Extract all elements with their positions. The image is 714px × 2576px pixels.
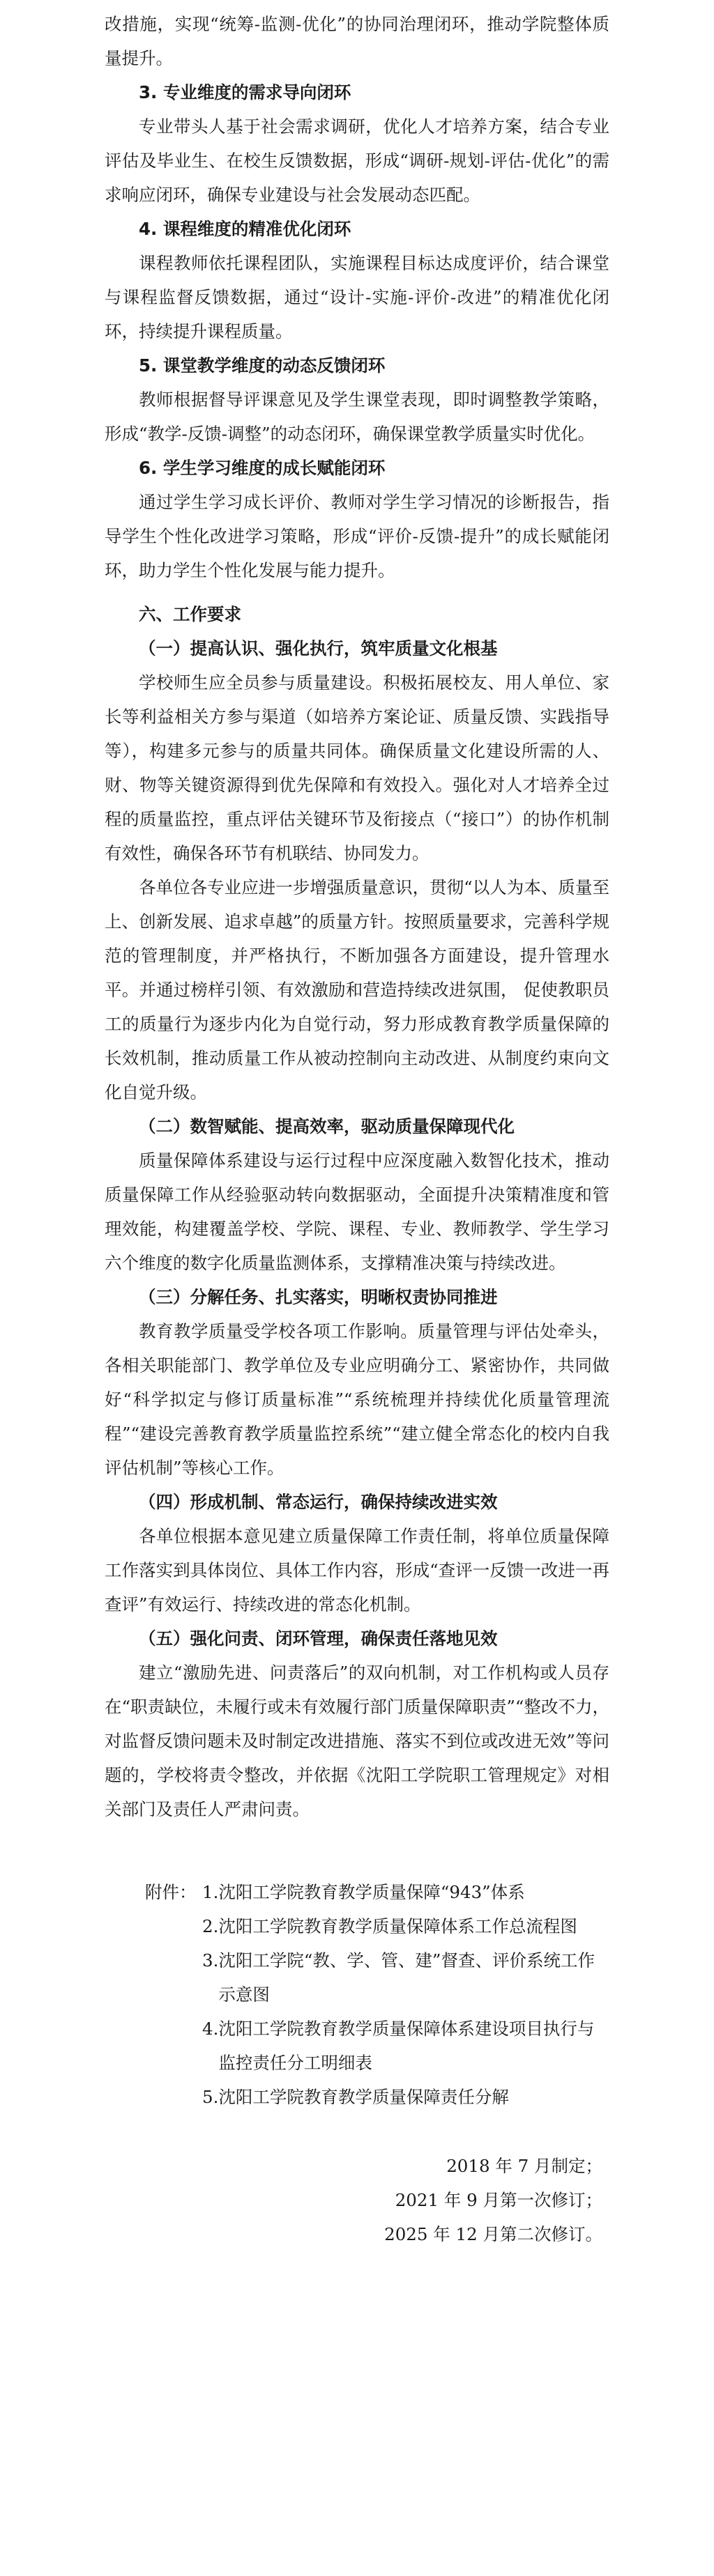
attachment-number: 5. <box>202 2087 219 2107</box>
loop-heading: 3. 专业维度的需求导向闭环 <box>139 82 351 102</box>
requirement-heading: （三）分解任务、扎实落实，明晰权责协同推进 <box>139 1287 498 1307</box>
attachments-list <box>202 1875 609 2114</box>
revision-date: 2018 年 7 月制定； <box>446 2156 602 2176</box>
section-title: 六、工作要求 <box>139 604 241 624</box>
attachment-text: 沈阳工学院“教、学、管、建”督查、评价系统工作示意图 <box>218 1950 595 2005</box>
attachment-item <box>202 1943 609 2012</box>
attachment-item <box>202 2080 609 2114</box>
body-paragraph: 通过学生学习成长评价、教师对学生学习情况的诊断报告，指导学生个性化改进学习策略，形成“评价-反馈-提升”的成长赋能闭环，助力学生个性化发展与能力提升。 <box>105 492 609 580</box>
attachment-text: 沈阳工学院教育教学质量保障责任分解 <box>218 2087 509 2107</box>
body-paragraph: 专业带头人基于社会需求调研，优化人才培养方案，结合专业评估及毕业生、在校生反馈数据，形成“调研-规划-评估-优化”的需求响应闭环，确保专业建设与社会发展动态匹配。 <box>105 116 609 205</box>
spacer <box>105 1826 609 1875</box>
attachment-item <box>202 1875 609 1909</box>
body-paragraph: 学校师生应全员参与质量建设。积极拓展校友、用人单位、家长等利益相关方参与渠道（如培养方案论证、质量反馈、实践指导等），构建多元参与的质量共同体。确保质量文化建设所需的人、财、物等关键资源得到优先保障和有效投入。强化对人才培养全过程的质量监控，重点评估关键环节及衔接点（“接口”）的协作机制有效性，确保各环节有机联结、协同发力。 <box>105 672 609 863</box>
body-paragraph: 课程教师依托课程团队，实施课程目标达成度评价，结合课堂与课程监督反馈数据，通过“设计-实施-评价-改进”的精准优化闭环，持续提升课程质量。 <box>105 253 609 341</box>
loop-heading: 5. 课堂教学维度的动态反馈闭环 <box>139 355 386 376</box>
body-paragraph: 教师根据督导评课意见及学生课堂表现，即时调整教学策略，形成“教学-反馈-调整”的动态闭环，确保课堂教学质量实时优化。 <box>105 390 609 444</box>
attachment-number: 2. <box>202 1916 219 1936</box>
body-paragraph: 教育教学质量受学校各项工作影响。质量管理与评估处牵头，各相关职能部门、教学单位及专业应明确分工、紧密协作，共同做好“科学拟定与修订质量标准”“系统梳理并持续优化质量管理流程”“建设完善教育教学质量监控系统”“建立健全常态化的校内自我评估机制”等核心工作。 <box>105 1321 609 1478</box>
document-body <box>105 7 609 2251</box>
body-paragraph: 建立“激励先进、问责落后”的双向机制，对工作机构或人员存在“职责缺位，未履行或未有效履行部门质量保障职责”“整改不力，对监督反馈问题未及时制定改进措施、落实不到位或改进无效”等问题的，学校将责令整改，并依据《沈阳工学院职工管理规定》对相关部门及责任人严肃问责。 <box>105 1663 609 1819</box>
attachments-title: 附件： <box>145 1882 197 1902</box>
attachments-block <box>105 1875 609 2114</box>
attachment-text: 沈阳工学院教育教学质量保障体系建设项目执行与监控责任分工明细表 <box>218 2019 595 2073</box>
requirement-heading: （四）形成机制、常态运行，确保持续改进实效 <box>139 1492 498 1512</box>
revision-date: 2021 年 9 月第一次修订； <box>395 2190 602 2210</box>
attachment-number: 4. <box>202 2019 219 2039</box>
revision-date: 2025 年 12 月第二次修订。 <box>384 2224 602 2244</box>
loop-heading: 4. 课程维度的精准优化闭环 <box>139 219 351 239</box>
requirement-heading: （一）提高认识、强化执行，筑牢质量文化根基 <box>139 638 498 658</box>
body-paragraph: 各单位根据本意见建立质量保障工作责任制，将单位质量保障工作落实到具体岗位、具体工作内容，形成“查评一反馈一改进一再查评”有效运行、持续改进的常态化机制。 <box>105 1526 609 1614</box>
attachment-text: 沈阳工学院教育教学质量保障体系工作总流程图 <box>218 1916 577 1936</box>
body-paragraph: 各单位各专业应进一步增强质量意识，贯彻“以人为本、质量至上、创新发展、追求卓越”的质量方针。按照质量要求，完善科学规范的管理制度，并严格执行，不断加强各方面建设，提升管理水平。并通过榜样引领、有效激励和营造持续改进氛围， 促使教职员工的质量行为逐步内化为自觉行动，努力形成教育教学质量保障的长效机制，推动质量工作从被动控制向主动改进、从制度约束向文化自觉升级。 <box>105 877 609 1102</box>
attachment-number: 1. <box>202 1882 219 1902</box>
spacer <box>105 587 609 597</box>
requirement-heading: （二）数智赋能、提高效率，驱动质量保障现代化 <box>139 1116 515 1136</box>
attachment-text: 沈阳工学院教育教学质量保障“943”体系 <box>218 1882 525 1902</box>
attachment-number: 3. <box>202 1950 219 1970</box>
loop-heading: 6. 学生学习维度的成长赋能闭环 <box>139 458 386 478</box>
revision-dates <box>105 2149 609 2251</box>
body-paragraph: 改措施，实现“统筹-监测-优化”的协同治理闭环，推动学院整体质量提升。 <box>105 14 609 68</box>
requirement-heading: （五）强化问责、闭环管理，确保责任落地见效 <box>139 1628 498 1649</box>
body-paragraph: 质量保障体系建设与运行过程中应深度融入数智化技术，推动质量保障工作从经验驱动转向数据驱动，全面提升决策精准度和管理效能，构建覆盖学校、学院、课程、专业、教师教学、学生学习六个维度的数字化质量监测体系，支撑精准决策与持续改进。 <box>105 1150 609 1273</box>
attachment-item <box>202 1909 609 1943</box>
attachment-item <box>202 2012 609 2080</box>
